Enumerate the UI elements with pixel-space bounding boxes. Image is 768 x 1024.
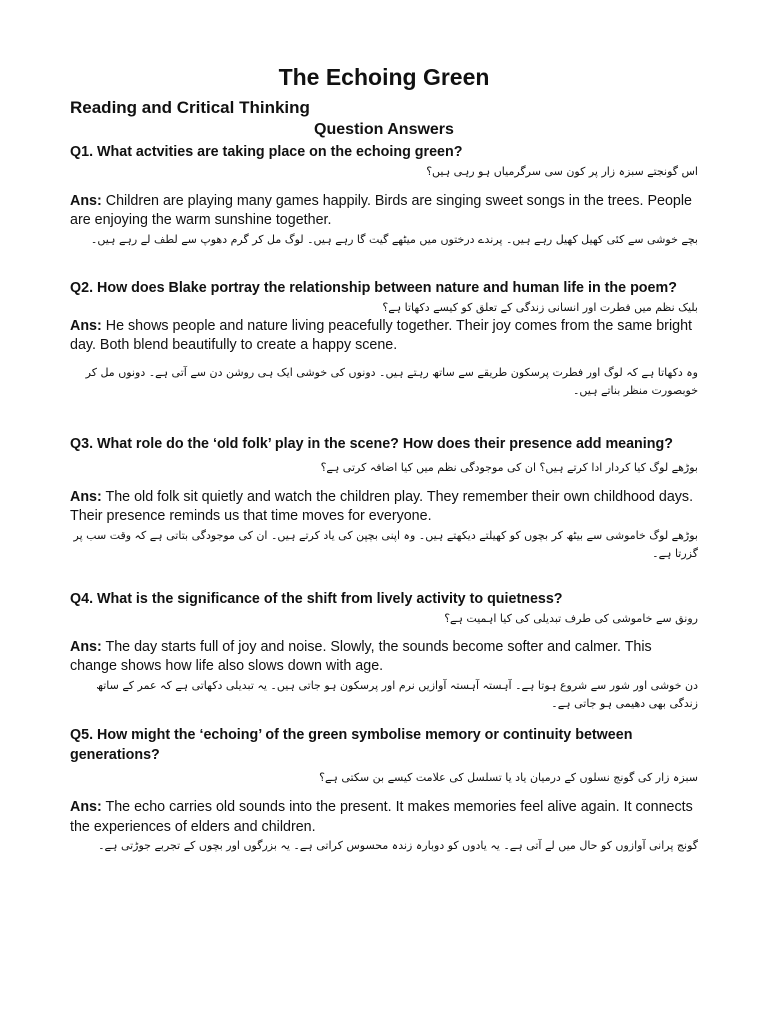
answer-label: Ans: xyxy=(70,799,102,815)
question-2-urdu: بلیک نظم میں فطرت اور انسانی زندگی کے تعلق کو کیسے دکھاتا ہے؟ xyxy=(382,300,698,314)
question-4-urdu: رونق سے خاموشی کی طرف تبدیلی کی کیا اہمیت ہے؟ xyxy=(444,611,698,625)
qa-block-1 xyxy=(70,143,702,249)
question-1-urdu: اس گونجتے سبزہ زار پر کون سی سرگرمیاں ہو رہی ہیں؟ xyxy=(426,164,698,178)
qa-block-4 xyxy=(70,590,702,713)
question-2: Q2. How does Blake portray the relationship between nature and human life in the poem? xyxy=(70,280,677,296)
answer-1 xyxy=(70,192,702,231)
answer-label: Ans: xyxy=(70,488,102,505)
question-answers-heading: Question Answers xyxy=(314,121,454,138)
answer-5-text: The echo carries old sounds into the present. It makes memories feel alive again. It connects the experiences of elders and children. xyxy=(70,799,693,835)
answer-label: Ans: xyxy=(70,317,102,334)
question-4: Q4. What is the significance of the shift from lively activity to quietness? xyxy=(70,591,563,607)
question-3: Q3. What role do the ‘old folk’ play in the scene? How does their presence add meaning? xyxy=(70,436,673,452)
answer-2-urdu: وہ دکھاتا ہے کہ لوگ اور فطرت پرسکون طریقے سے ساتھ رہتے ہیں۔ دونوں کی خوشی ایک ہی روشن دن سے آتی ہے۔ دونوں مل کر خوبصورت منظر بناتے ہیں۔ xyxy=(85,365,698,397)
answer-5-urdu: گونج پرانی آوازوں کو حال میں لے آتی ہے۔ یہ یادوں کو دوبارہ زندہ محسوس کراتی ہے۔ یہ بزرگوں اور بچوں کے تجربے جوڑتی ہے۔ xyxy=(98,839,698,852)
qa-block-2 xyxy=(70,279,702,400)
qa-block-5 xyxy=(70,726,702,855)
answer-3 xyxy=(70,488,702,527)
question-1: Q1. What actvities are taking place on the echoing green? xyxy=(70,144,463,160)
question-5-urdu: سبزہ زار کی گونج نسلوں کے درمیان یاد یا تسلسل کی علامت کیسے بن سکتی ہے؟ xyxy=(319,771,698,784)
answer-2-text: He shows people and nature living peacefully together. Their joy comes from the same bright day. Both blend beautifully to create a happy scene. xyxy=(70,317,692,353)
answer-label: Ans: xyxy=(70,192,102,209)
answer-4-urdu: دن خوشی اور شور سے شروع ہوتا ہے۔ آہستہ آہستہ آوازیں نرم اور پرسکون ہو جاتی ہیں۔ یہ تبدیلی دکھاتی ہے کہ عمر کے ساتھ زندگی بھی دھیمی ہو جاتی ہے۔ xyxy=(96,678,698,710)
question-5: Q5. How might the ‘echoing’ of the green symbolise memory or continuity between generations? xyxy=(70,727,633,763)
answer-2 xyxy=(70,317,702,356)
answer-4-text: The day starts full of joy and noise. Slowly, the sounds become softer and calmer. This change shows how life also slows down with age. xyxy=(70,638,652,674)
question-3-urdu: بوڑھے لوگ کیا کردار ادا کرتے ہیں؟ ان کی موجودگی نظم میں کیا اضافہ کرتی ہے؟ xyxy=(320,460,698,474)
answer-5 xyxy=(70,798,702,837)
answer-label: Ans: xyxy=(70,638,102,655)
answer-1-urdu: بچے خوشی سے کئی کھیل کھیل رہے ہیں۔ پرندے درختوں میں میٹھے گیت گا رہے ہیں۔ لوگ مل کر گرم دھوپ سے لطف لے رہے ہیں۔ xyxy=(90,232,698,246)
answer-1-text: Children are playing many games happily. Birds are singing sweet songs in the trees. People are enjoying the warm sunshine together. xyxy=(70,192,692,228)
answer-3-text: The old folk sit quietly and watch the children play. They remember their own childhood days. Their presence reminds us that time moves for everyone. xyxy=(70,488,694,524)
answer-3-urdu: بوڑھے لوگ خاموشی سے بیٹھ کر بچوں کو کھیلتے دیکھتے ہیں۔ وہ اپنی بچپن کی یاد کرتے ہیں۔ ان کی موجودگی بتاتی ہے کہ وقت سب پر گزرتا ہے۔ xyxy=(73,528,698,560)
section-subtitle: Reading and Critical Thinking xyxy=(70,98,310,117)
answer-4 xyxy=(70,638,702,677)
page-title: The Echoing Green xyxy=(278,64,490,90)
qa-block-3 xyxy=(70,435,702,563)
